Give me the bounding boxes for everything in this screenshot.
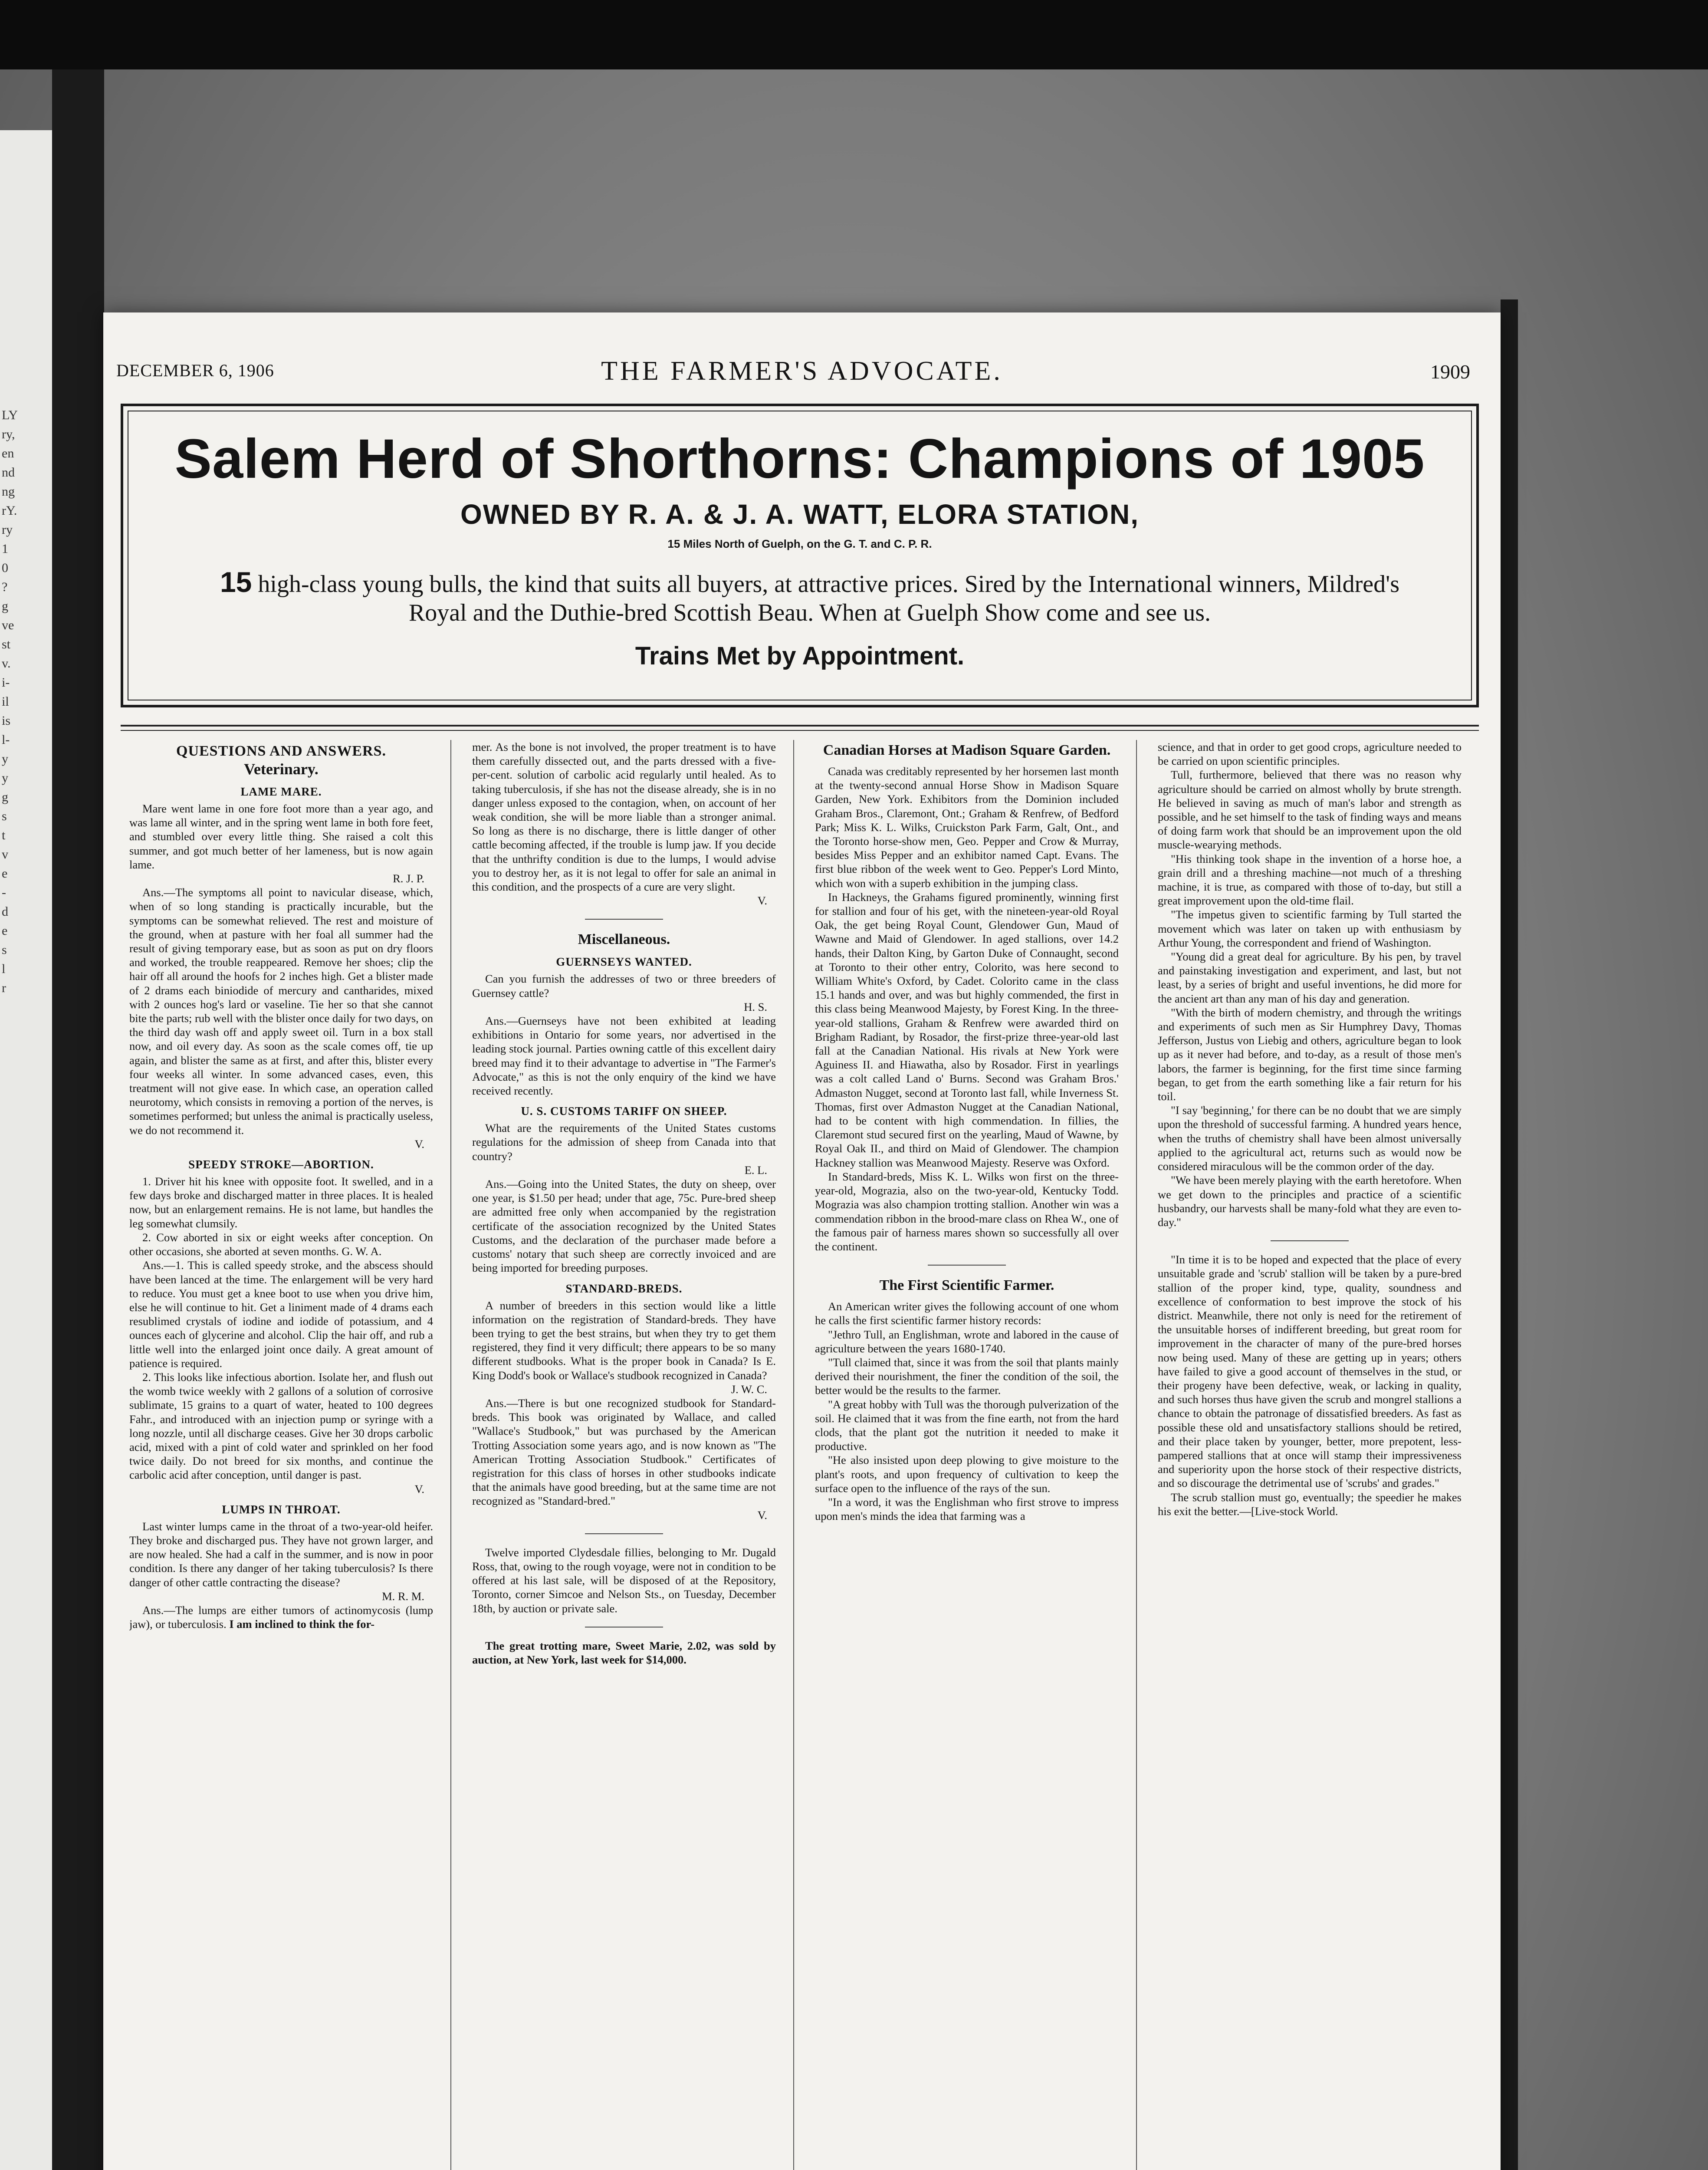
- divider: [928, 1265, 1006, 1266]
- divider: [585, 1627, 663, 1628]
- article-title: GUERNSEYS WANTED.: [556, 955, 692, 969]
- ad-body-number: 15: [220, 566, 252, 598]
- adjacent-page-fragment: -: [2, 885, 6, 900]
- article-paragraph: "I say 'beginning,' for there can be no doubt that we are simply upon the threshold of successful farming. A hundred years hence, when the truths of chemistry shall have been almost universally applied to the agricultural act, returns such as would now be considered miraculous will be the common order of the day.: [1158, 1104, 1462, 1173]
- advertisement-box: [121, 404, 1479, 707]
- publication-title: THE FARMER'S ADVOCATE.: [601, 356, 1003, 386]
- article-paragraph: In Standard-breds, Miss K. L. Wilks won first on the three-year-old, Mograzia, also on the two-year-old, Kentucky Todd. Mograzia was also champion trotting stallion. Another win was a commendation ribbon in the brood-mare class on Rhea W., one of the famous pair of harness mares shown so successfully all over the continent.: [815, 1170, 1119, 1253]
- adjacent-page-fragment: g: [2, 790, 8, 804]
- adjacent-page-fragment: v.: [2, 656, 11, 671]
- adjacent-page-fragment: ng: [2, 484, 15, 499]
- adjacent-page-fragment: is: [2, 713, 11, 728]
- adjacent-page-fragment: en: [2, 446, 14, 460]
- article-title: STANDARD-BREDS.: [565, 1282, 683, 1295]
- article-paragraph: "The impetus given to scientific farming by Tull started the movement which was later on taken up with enthusiasm by Arthur Young, the correspondent and friend of Washington.: [1158, 908, 1462, 949]
- adjacent-page-fragment: rY.: [2, 503, 17, 518]
- article-title: U. S. CUSTOMS TARIFF ON SHEEP.: [521, 1105, 727, 1118]
- question-text: 1. Driver hit his knee with opposite foot. It swelled, and in a few days broke and discharged matter in three places. It is healed now, but an enlargement remains. He is not lame, but handles the leg somewhat clumsily.: [129, 1175, 433, 1230]
- signature: E. L.: [744, 1163, 767, 1177]
- column-4: [1158, 740, 1462, 2170]
- article-paragraph: "We have been merely playing with the earth heretofore. When we get down to the principles and practice of a scientific husbandry, our harvests shall be many-fold what they are even to-day.": [1158, 1174, 1462, 1229]
- column-rule: [450, 740, 451, 2170]
- adjacent-page-fragment: l-: [2, 733, 10, 747]
- adjacent-page-strip: [0, 130, 52, 2170]
- signature: J. W. C.: [731, 1382, 767, 1396]
- answer-text: Ans.—Going into the United States, the duty on sheep, over one year, is $1.50 per head; under that age, 75c. Pure-bred sheep are admitted free only when accompanied by the registration certificate of the association recognized by the United States Customs, and the declaration of the purchaser made before a customs' notary that such sheep are correctly invoiced and are being imported for breeding purposes.: [472, 1177, 776, 1275]
- adjacent-page-fragment: 1: [2, 542, 8, 556]
- news-item: Twelve imported Clydesdale fillies, belonging to Mr. Dugald Ross, that, owing to the rough voyage, were not in condition to be offered at his last sale, will be disposed of at the Repository, Toronto, corner Simcoe and Nelson Sts., on Tuesday, December 18th, by auction or private sale.: [472, 1545, 776, 1615]
- column-1: [129, 740, 433, 2170]
- question-text: Last winter lumps came in the throat of a two-year-old heifer. They broke and discharged pus. They have not grown larger, and are now healed. She had a calf in the summer, and is now in poor condition. Is there any danger of her taking tuberculosis? Is there danger of other cattle contracting the disease?: [129, 1519, 433, 1589]
- article-title: LUMPS IN THROAT.: [222, 1503, 341, 1516]
- divider: [585, 1533, 663, 1534]
- question-text: Can you furnish the addresses of two or three breeders of Guernsey cattle?: [472, 972, 776, 1000]
- column-3: [815, 740, 1119, 2170]
- column-rule: [793, 740, 794, 2170]
- answer-text: Ans.—There is but one recognized studbook for Standard-breds. This book was originated by Wallace, and called "Wallace's Studbook," but was purchased by the American Trotting Association some years ago, and is now known as "The American Trotting Association Studbook." Certificates of registration for this class of horses in other studbooks indicate that the animals have good breeding, but at the same time are not recognized as "Standard-bred.": [472, 1396, 776, 1508]
- advertisement-inner-border: [128, 411, 1472, 700]
- article-paragraph: "Jethro Tull, an Englishman, wrote and labored in the cause of agriculture between the years 1680-1740.: [815, 1328, 1119, 1355]
- article-paragraph: In Hackneys, the Grahams figured prominently, winning first for stallion and four of his get, with the nineteen-year-old Royal Oak, the get being Royal Count, Glendower Gun, Maud of Wawne and Maid of Glendower. In aged stallions, over 14.2 hands, their Dalton King, by Garton Duke of Connaught, second at Toronto to their other entry, Colorito, was here second to William White's Oxford, by Cadet. Colorito came in the class 15.1 hands and over, and was but highly commended, the first in this class being Meanwood Majesty, by Forest King. In the three-year-old stallions, Graham & Renfrew were awarded third on Brigham Radiant, by Rosador, the first-prize three-year-old last fall at the Canadian National. His rivals at New York were Aguiness II. and Hiawatha, also by Rosador. First in yearlings was a colt called Land o' Burns. Second was Graham Bros.' Admaston Nugget, second at Toronto last fall, while Inverness St. Thomas, first over Admaston Nugget at the Canadian National, had to be content with high commendation. In fillies, the Claremont stud secured first on the yearling, Maud of Wawne, by Royal Oak II., and third on Maid of Glendower. The champion Hackney stallion was Meanwood Majesty. Reserve was Oxford.: [815, 890, 1119, 1169]
- article-paragraph: An American writer gives the following account of one whom he calls the first scientific farmer history records:: [815, 1300, 1119, 1327]
- newspaper-page: [103, 312, 1501, 2170]
- article-paragraph: Tull, furthermore, believed that there was no reason why agriculture should be carried on almost wholly by brute strength. He believed in saving as much of man's labor and strength as possible, and he set himself to the task of finding ways and means of doing farm work that should be an improvement upon the old muscle-wearying methods.: [1158, 768, 1462, 852]
- adjacent-page-fragment: ry,: [2, 427, 15, 441]
- answer-text-bold: I am inclined to think the for-: [229, 1618, 375, 1631]
- article-paragraph: "With the birth of modern chemistry, and through the writings and experiments of such men as Sir Humphrey Davy, Thomas Jefferson, Justus von Liebig and others, agriculture began to look up as it never had before, and to-day, as a result of those men's labors, the farmer is beginning, for the first time since farming began, to get from the earth something like a fair return for his toil.: [1158, 1006, 1462, 1103]
- section-heading: QUESTIONS AND ANSWERS.: [176, 743, 386, 759]
- adjacent-page-fragment: y: [2, 771, 8, 785]
- article-paragraph: "Young did a great deal for agriculture. By his pen, by travel and painstaking investigation and experiment, and last, but not least, by a series of bright and useful inventions, he did more for the ancient art than any man of his day and generation.: [1158, 950, 1462, 1005]
- answer-text-part: Ans.—The lumps are either tumors of actinomycosis (lump jaw), or tuberculosis.: [129, 1603, 433, 1631]
- ad-headline: Salem Herd of Shorthorns: Champions of 1905: [174, 428, 1425, 490]
- adjacent-page-fragment: il: [2, 694, 9, 709]
- adjacent-page-fragment: 0: [2, 561, 8, 575]
- article-paragraph: "A great hobby with Tull was the thorough pulverization of the soil. He claimed that it was from the fine earth, not from the hard clods, that the plant got the nutrition it needed to make it productive.: [815, 1397, 1119, 1453]
- adjacent-page-fragment: v: [2, 847, 8, 861]
- adjacent-page-shadow: [52, 69, 104, 2170]
- question-text: What are the requirements of the United States customs regulations for the admission of sheep from Canada into that country?: [472, 1121, 776, 1163]
- signature: R. J. P.: [393, 872, 424, 885]
- adjacent-page-fragment: LY: [2, 408, 18, 422]
- article-paragraph: "Tull claimed that, since it was from the soil that plants mainly derived their nourishment, the finer the condition of the soil, the better would be the results to the farmer.: [815, 1355, 1119, 1397]
- article-paragraph: "In a word, it was the Englishman who first strove to impress upon men's minds the idea that farming was a: [815, 1495, 1119, 1523]
- news-item: The great trotting mare, Sweet Marie, 2.02, was sold by auction, at New York, last week for $14,000.: [472, 1639, 776, 1666]
- article-title: LAME MARE.: [240, 785, 322, 798]
- masthead: [103, 356, 1501, 386]
- adjacent-page-fragment: ry: [2, 523, 13, 537]
- adjacent-page-fragment: l: [2, 962, 6, 976]
- adjacent-page-fragment: e: [2, 866, 8, 881]
- adjacent-page-fragment: nd: [2, 465, 15, 480]
- question-text: Mare went lame in one fore foot more than a year ago, and was lame all winter, and in the spring went lame in both fore feet, and stumbled over every little thing. She raised a colt this summer, and got much better of her lameness, but is now again lame.: [129, 802, 433, 871]
- divider: [585, 919, 663, 920]
- article-paragraph: "He also insisted upon deep plowing to give moisture to the plant's roots, and upon frequency of cultivation to keep the surface open to the influence of the rays of the sun.: [815, 1453, 1119, 1495]
- article-heading: Canadian Horses at Madison Square Garden.: [823, 742, 1111, 758]
- adjacent-page-fragment: s: [2, 809, 7, 823]
- signature: V.: [757, 1508, 767, 1522]
- adjacent-page-fragment: ?: [2, 580, 8, 594]
- adjacent-page-fragment: s: [2, 943, 7, 957]
- ad-owner: OWNED BY R. A. & J. A. WATT, ELORA STATION,: [460, 499, 1139, 530]
- adjacent-page-fragment: st: [2, 637, 11, 651]
- ad-trains-line: Trains Met by Appointment.: [635, 642, 965, 670]
- question-text: A number of breeders in this section would like a little information on the registration of Standard-breds. They have been trying to get the best strains, but when they try to get them registered, they find it very difficult; there appears to be so many different studbooks. What is the proper book in Canada? Is E. King Dodd's book or Wallace's studbook recognized in Canada?: [472, 1299, 776, 1382]
- signature: V.: [414, 1137, 424, 1151]
- issue-date: DECEMBER 6, 1906: [116, 361, 274, 380]
- article-paragraph: Canada was creditably represented by her horsemen last month at the twenty-second annual Horse Show in Madison Square Garden, New York. Exhibitors from the Dominion included Graham Bros., Claremont, Ont.; Graham & Renfrew, of Bedford Park; Miss K. L. Wilks, Cruickston Park Farm, Galt, Ont., and the Toronto horse-show men, Geo. Pepper and Crow & Murray, besides Miss Pepper and an exhibitor named Capt. Evans. The first blue ribbon of the week went to Geo. Pepper's Lord Minto, which won with a superb exhibition in the jumping class.: [815, 765, 1119, 890]
- divider: [1271, 1240, 1349, 1241]
- article-paragraph: "In time it is to be hoped and expected that the place of every unsuitable grade and 'scrub' stallion will be taken by a pure-bred stallion of the proper kind, type, quality, soundness and excellence of conformation to best improve the stock of his district. Meanwhile, there not only is need for the retirement of the unsuitable horses of indifferent breeding, but great room for improvement in the character of many of the pure-bred horses now being used. Many of these are getting up in years; others have failed to give a good account of themselves in the stud, or their progeny have been defective, weak, or lacking in quality, and such horses thus have given the scrub and mongrel stallions a chance to obtain the patronage of dissatisfied breeders. As fast as possible these old and unsatisfactory stallions should be retired, and their place taken by younger, better, more prepotent, less-pampered stallions that at once will stamp their impressiveness and superiority upon the horse stock of their respective districts, and so discourage the detrimental use of 'scrubs' and grades.": [1158, 1253, 1462, 1490]
- page-number: 1909: [1430, 361, 1470, 383]
- adjacent-page-fragment: d: [2, 904, 8, 919]
- adjacent-page-fragment: y: [2, 752, 8, 766]
- column-rule: [1136, 740, 1137, 2170]
- article-paragraph: The scrub stallion must go, eventually; the speedier he makes his exit the better.—[Live-stock World.: [1158, 1490, 1462, 1518]
- question-text: 2. Cow aborted in six or eight weeks after conception. On other occasions, she aborted at seven months. G. W. A.: [129, 1230, 433, 1258]
- adjacent-page-fragment: t: [2, 828, 6, 842]
- section-rule: [121, 725, 1479, 727]
- answer-text: 2. This looks like infectious abortion. Isolate her, and flush out the womb twice weekly with 2 gallons of a solution of corrosive sublimate, 15 grains to a quart of water, heated to 100 degrees Fahr., and introduced with an injection pump or syringe with a long nozzle, until all discharge ceases. Give her 30 drops carbolic acid, mixed with a pint of cold water and sprinkled on her food twice daily. Do not breed for six months, and continue the carbolic acid after conception, until danger is past.: [129, 1370, 433, 1482]
- section-subheading: Veterinary.: [244, 760, 319, 778]
- section-rule-thin: [121, 730, 1479, 731]
- adjacent-page-fragment: ve: [2, 618, 14, 632]
- adjacent-page-fragment: i-: [2, 675, 10, 690]
- adjacent-page-fragment: g: [2, 599, 8, 613]
- signature: V.: [414, 1482, 424, 1496]
- signature: M. R. M.: [382, 1589, 424, 1603]
- ad-body: [189, 568, 1430, 627]
- continued-text: mer. As the bone is not involved, the proper treatment is to have them carefully dissected out, and the parts dressed with a five-per-cent. solution of carbolic acid regularly until healed. As to taking tuberculosis, if she has not the disease already, she is in no danger unless exposed to the contagion, when, on account of her weak condition, she will be more liable than a stronger animal. So long as there is no discharge, there is little danger of other cattle becoming affected, if the trouble is lump jaw. If you decide that the unthrifty condition is due to the lumps, I would advise you to destroy her, as it is not legal to offer for sale an animal in this condition, and the prospects of a cure are very slight.: [472, 740, 776, 894]
- article-paragraph: science, and that in order to get good crops, agriculture needed to be carried on upon scientific principles.: [1158, 740, 1462, 768]
- ad-location: 15 Miles North of Guelph, on the G. T. and C. P. R.: [667, 537, 932, 550]
- answer-text: [129, 1603, 433, 1631]
- scan-top-border: [0, 0, 1708, 69]
- article-paragraph: "His thinking took shape in the invention of a horse hoe, a grain drill and a threshing machine—not much of a threshing machine, it is true, as compared with those of to-day, but still a great improvement upon the old-time flail.: [1158, 852, 1462, 907]
- page-right-shadow: [1501, 299, 1518, 2170]
- signature: V.: [757, 894, 767, 907]
- article-title: SPEEDY STROKE—ABORTION.: [188, 1158, 374, 1171]
- section-heading: Miscellaneous.: [578, 931, 670, 948]
- answer-text: Ans.—1. This is called speedy stroke, and the abscess should have been lanced at the time. The enlargement will be very hard to reduce. You must get a knee boot to use when you drive him, else he will continue to hit. Get a liniment made of 4 drams each resublimed crystals of iodine and iodide of potassium, and 4 ounces each of glycerine and alcohol. Clip the hair off, and rub a little well into the enlarged joint once daily. A great amount of patience is required.: [129, 1259, 433, 1370]
- adjacent-page-fragment: r: [2, 981, 6, 995]
- answer-text: Ans.—Guernseys have not been exhibited at leading exhibitions in Ontario for some years, nor advertised in the leading stock journal. Parties owning cattle of this excellent dairy breed may find it to their advantage to advertise in "The Farmer's Advocate," as this is not the only enquiry of the kind we have received recently.: [472, 1014, 776, 1098]
- ad-body-text: high-class young bulls, the kind that suits all buyers, at attractive prices. Sired by the International winners, Mildred's Royal and the Duthie-bred Scottish Beau. When at Guelph Show come and see us.: [258, 571, 1400, 626]
- adjacent-page-fragment: e: [2, 924, 8, 938]
- column-2: [472, 740, 776, 2170]
- answer-text: Ans.—The symptoms all point to navicular disease, which, when of so long standing is practically incurable, but the symptoms can be somewhat relieved. The rest and moisture of the ground, when at pasture with her foal all summer had the result of giving temporary ease, but as soon as put on dry floors and worked, the trouble reappeared. Remove her shoes; clip the hair off all around the hoofs for 2 inches high. Get a blister made of 2 drams each biniodide of mercury and cantharides, mixed with 2 ounces hog's lard or vaseline. Tie her so that she cannot bite the parts; rub well with the blister once daily for two days, on the third day wash off and apply sweet oil. Turn in a box stall now, and oil every day. As soon as the scale comes off, tie up again, and blister the same as at first, and after this, blister every four weeks all winter. In some advanced cases, even, this treatment will not give ease. In which case, an operation called neurotomy, which consists in removing a portion of the nerves, is sometimes performed; but unless the animal is practically useless, we do not recommend it.: [129, 886, 433, 1137]
- signature: H. S.: [744, 1000, 767, 1013]
- article-heading: The First Scientific Farmer.: [879, 1277, 1054, 1294]
